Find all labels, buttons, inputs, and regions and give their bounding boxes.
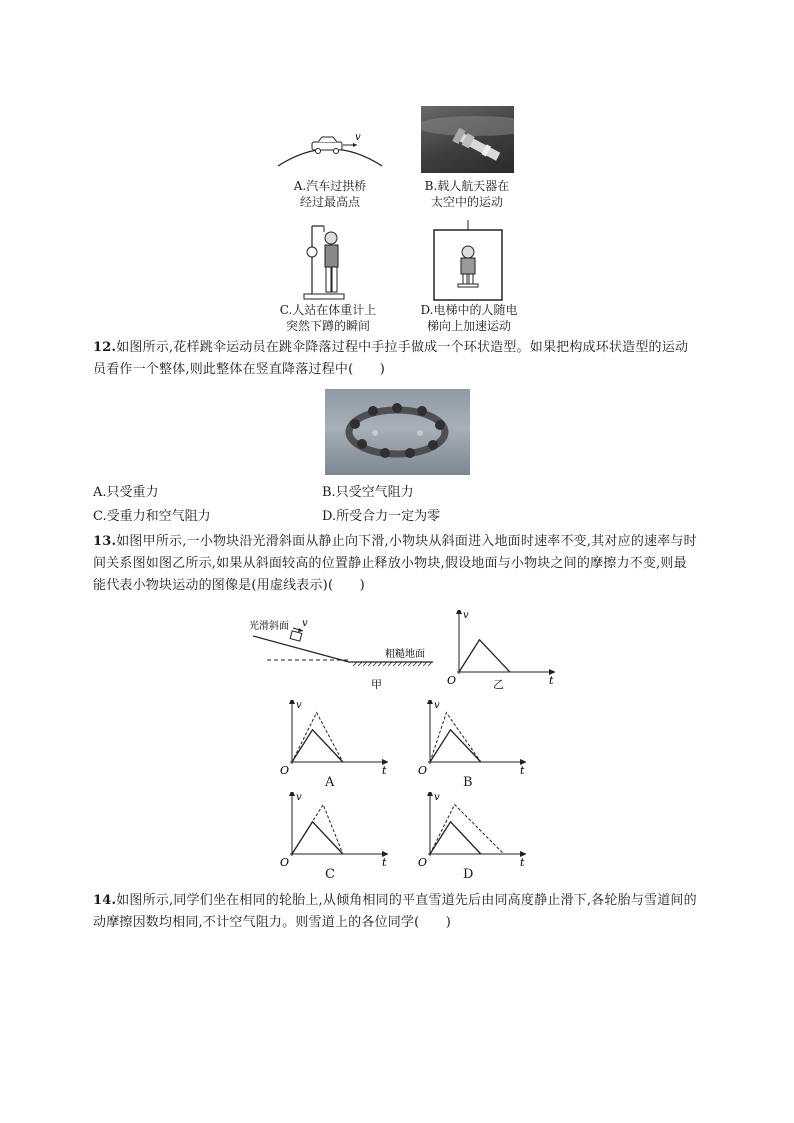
figure-a-car-bridge (275, 128, 385, 173)
origin-label: O (418, 764, 428, 777)
question-14-text (93, 890, 698, 934)
figure-c-person-scale (298, 222, 368, 300)
choice-a-label[interactable]: A (325, 775, 335, 790)
v-axis-arrow (456, 610, 462, 614)
t-axis-label: t (382, 856, 387, 869)
dashed-vt-line (430, 805, 504, 854)
choice-b-label[interactable]: B (463, 775, 473, 790)
v-axis-arrow (427, 792, 433, 796)
origin-label: O (280, 764, 290, 777)
v-axis-arrow (427, 700, 433, 704)
figure-d-elevator (428, 220, 508, 302)
v-axis-label: v (463, 610, 469, 621)
question-body: 如图所示,同学们坐在相同的轮胎上,从倾角相同的平直雪道先后由同高度静止滑下,各轮胎与雪道间的动摩擦因数均相同,不计空气阻力。则雪道上的各位同学( ) (93, 893, 697, 930)
v-axis-arrow (289, 792, 295, 796)
question-number: 13. (93, 534, 117, 549)
solid-vt-line (430, 730, 481, 762)
graph-yi-caption: 乙 (493, 678, 504, 691)
t-axis-label: t (520, 764, 525, 777)
origin-label: O (280, 856, 290, 869)
question-number: 14. (93, 893, 117, 908)
figure-b-caption: B.载人航天器在 太空中的运动 (424, 179, 510, 209)
figure-d-caption: D.电梯中的人随电 梯向上加速运动 (420, 303, 518, 333)
v-axis-label: v (434, 700, 440, 711)
t-axis-label: t (520, 856, 525, 869)
car-icon (312, 137, 342, 154)
question-body: 如图甲所示,一小物块沿光滑斜面从静止向下滑,小物块从斜面进入地面时速率不变,其对应的速率与时间关系图如图乙所示,如果从斜面较高的位置静止释放小物块,假设地面与小物块之间的摩擦力不变,则最能代表小物块运动的图像是(用虚线表示)( ) (93, 534, 697, 593)
q12-option-c[interactable]: C.受重力和空气阻力 (93, 509, 211, 524)
q12-option-b[interactable]: B.只受空气阻力 (322, 485, 414, 500)
question-13-text (93, 531, 698, 597)
choice-d-label[interactable]: D (463, 867, 474, 882)
origin-label: O (447, 674, 457, 687)
v-axis-arrow (289, 700, 295, 704)
rough-ground-label: 粗糙地面 (385, 649, 425, 660)
smooth-slope-label: 光滑斜面 (249, 621, 289, 632)
origin-label: O (418, 856, 428, 869)
figure-c-caption: C.人站在体重计上 突然下蹲的瞬间 (279, 303, 377, 333)
skydivers-photo (325, 389, 470, 475)
figure-a-caption: A.汽车过拱桥 经过最高点 (293, 179, 367, 209)
question-12-text (93, 337, 698, 381)
t-axis-label: t (549, 674, 554, 687)
question-body: 如图所示,花样跳伞运动员在跳伞降落过程中手拉手做成一个环状造型。如果把构成环状造型的运动员看作一个整体,则此整体在竖直降落过程中( ) (93, 340, 689, 377)
car-bridge-drawing (275, 128, 385, 173)
velocity-label: v (302, 618, 308, 629)
velocity-label: v (355, 132, 361, 143)
solid-vt-line (292, 822, 343, 854)
q12-option-d[interactable]: D.所受合力一定为零 (322, 509, 441, 524)
figure-jia-slope (245, 612, 437, 692)
question-number: 12. (93, 340, 117, 355)
solid-vt-line (459, 640, 510, 672)
spacecraft-photo (421, 106, 514, 173)
figure-caption: 甲 (371, 678, 382, 691)
choice-c-label[interactable]: C (325, 867, 335, 882)
q12-option-a[interactable]: A.只受重力 (93, 485, 159, 500)
t-axis-label: t (382, 764, 387, 777)
v-axis-label: v (434, 792, 440, 803)
v-axis-label: v (296, 792, 302, 803)
v-axis-label: v (296, 700, 302, 711)
